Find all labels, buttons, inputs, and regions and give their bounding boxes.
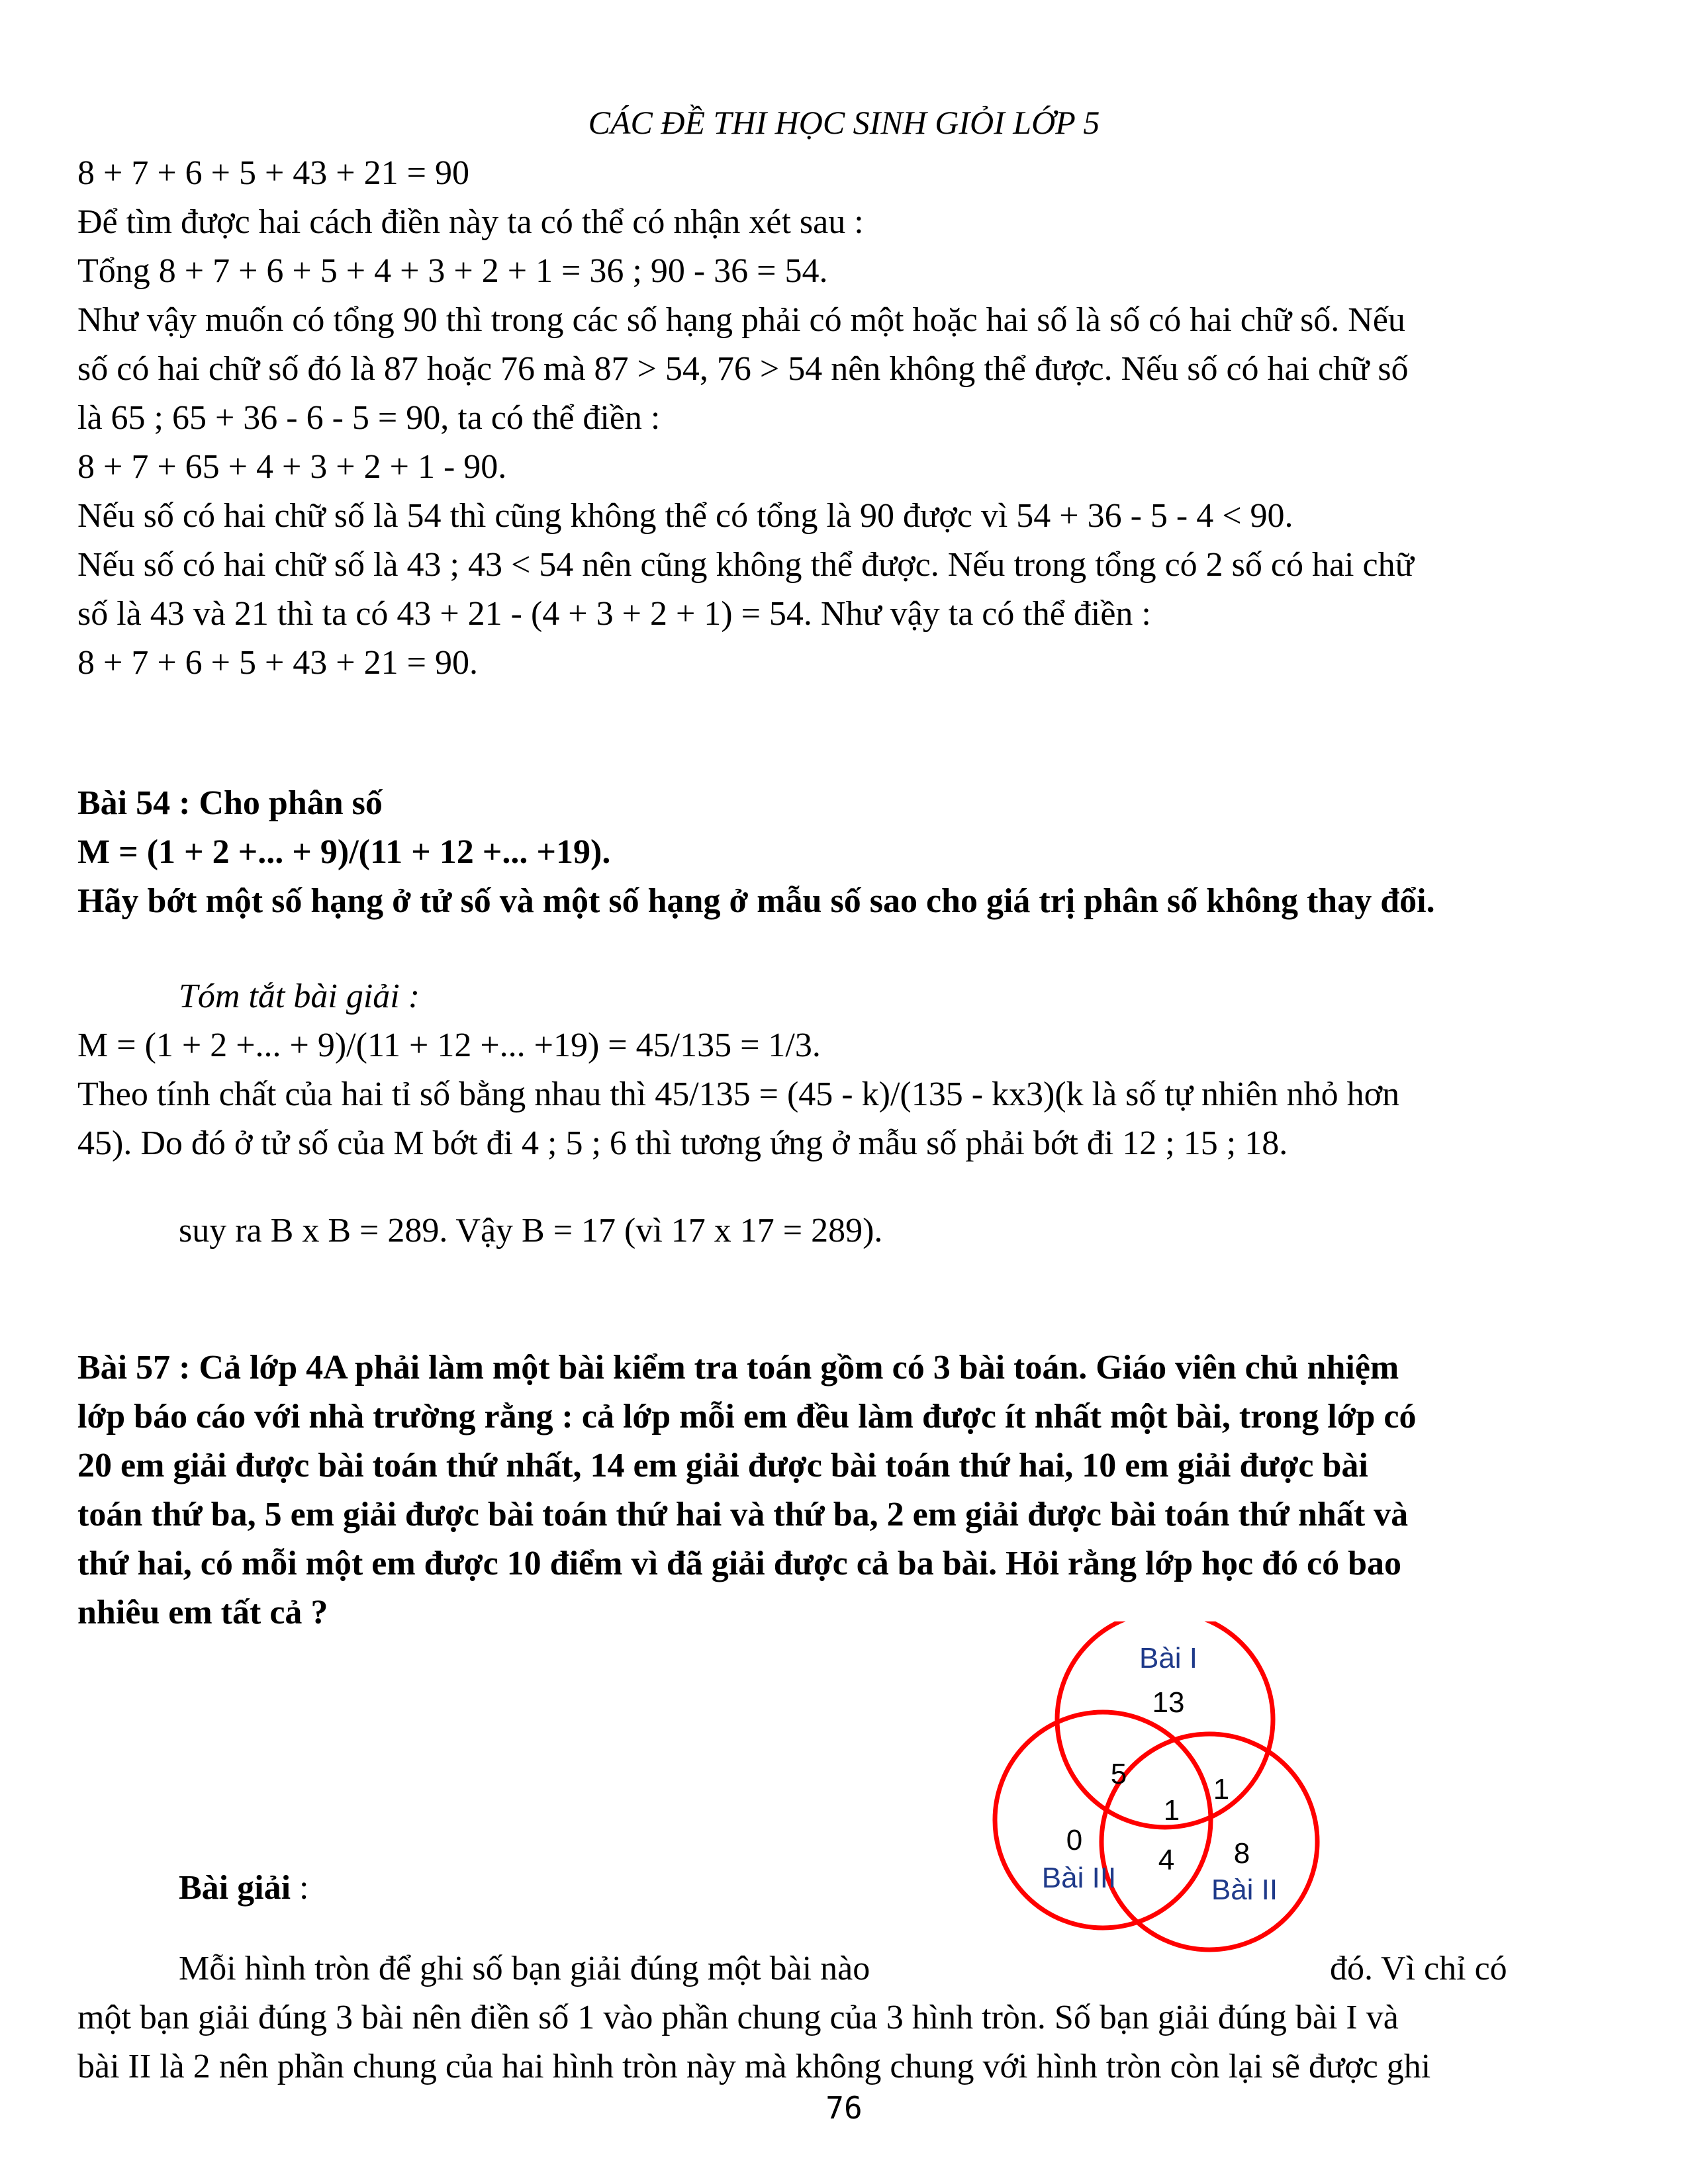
count-only-bai-1: 13 (1152, 1686, 1185, 1719)
text-line: 8 + 7 + 6 + 5 + 43 + 21 = 90 (77, 154, 469, 192)
text-line: Như vậy muốn có tổng 90 thì trong các số hạng phải có một hoặc hai số là số có hai chữ số. Nếu (77, 301, 1405, 339)
text-line: Để tìm được hai cách điền này ta có thể có nhận xét sau : (77, 203, 864, 241)
text-line: số là 43 và 21 thì ta có 43 + 21 - (4 + 3 + 2 + 1) = 54. Như vậy ta có thể điền : (77, 595, 1151, 633)
solution-label: Bài giải (179, 1869, 291, 1907)
text-line: Theo tính chất của hai tỉ số bằng nhau thì 45/135 = (45 - k)/(135 - kx3)(k là số tự nhiên nhỏ hơn (77, 1075, 1400, 1113)
problem-57-text: nhiêu em tất cả ? (77, 1594, 328, 1631)
text-line: một bạn giải đúng 3 bài nên điền số 1 vào phần chung của 3 hình tròn. Số bạn giải đúng bài I và (77, 1999, 1399, 2036)
text-line: Tổng 8 + 7 + 6 + 5 + 4 + 3 + 2 + 1 = 36 ; 90 - 36 = 54. (77, 252, 828, 290)
label-bai-3: Bài III (1041, 1862, 1117, 1894)
text-line: đó. Vì chỉ có (1330, 1950, 1507, 1987)
problem-57-text: Bài 57 : Cả lớp 4A phải làm một bài kiểm tra toán gồm có 3 bài toán. Giáo viên chủ nhiệm (77, 1349, 1399, 1387)
solution-colon: : (291, 1869, 309, 1907)
text-line: số có hai chữ số đó là 87 hoặc 76 mà 87 > 54, 76 > 54 nên không thể được. Nếu số có hai chữ số (77, 350, 1409, 388)
text-line: là 65 ; 65 + 36 - 6 - 5 = 90, ta có thể điền : (77, 399, 661, 437)
text-line: M = (1 + 2 +... + 9)/(11 + 12 +... +19) = 45/135 = 1/3. (77, 1026, 821, 1064)
page-header: CÁC ĐỀ THI HỌC SINH GIỎI LỚP 5 (588, 104, 1100, 141)
text-line: Nếu số có hai chữ số là 43 ; 43 < 54 nên cũng không thể được. Nếu trong tổng có 2 số có hai chữ (77, 546, 1414, 584)
text-line: 45). Do đó ở tử số của M bớt đi 4 ; 5 ; 6 thì tương ứng ở mẫu số phải bớt đi 12 ; 15 ; 18. (77, 1124, 1288, 1162)
problem-57-text: toán thứ ba, 5 em giải được bài toán thứ hai và thứ ba, 2 em giải được bài toán thứ nhất và (77, 1496, 1409, 1533)
count-bai-1-and-3: 5 (1110, 1758, 1127, 1790)
text-line: Nếu số có hai chữ số là 54 thì cũng không thể có tổng là 90 được vì 54 + 36 - 5 - 4 < 90. (77, 497, 1293, 535)
solution-heading (179, 1864, 308, 1913)
label-bai-2: Bài II (1211, 1874, 1278, 1906)
text-line: 8 + 7 + 65 + 4 + 3 + 2 + 1 - 90. (77, 448, 507, 486)
problem-57-text: 20 em giải được bài toán thứ nhất, 14 em giải được bài toán thứ hai, 10 em giải được bài (77, 1447, 1368, 1484)
text-line: bài II là 2 nên phần chung của hai hình tròn này mà không chung với hình tròn còn lại sẽ được ghi (77, 2048, 1431, 2085)
problem-54-title: Bài 54 : Cho phân số (77, 784, 383, 822)
problem-57-text: lớp báo cáo với nhà trường rằng : cả lớp mỗi em đều làm được ít nhất một bài, trong lớp có (77, 1398, 1417, 1435)
label-bai-1: Bài I (1139, 1642, 1198, 1674)
count-bai-2-and-3: 4 (1158, 1844, 1175, 1876)
problem-57-text: thứ hai, có mỗi một em được 10 điểm vì đã giải được cả ba bài. Hỏi rằng lớp học đó có bao (77, 1545, 1402, 1582)
count-all-three: 1 (1163, 1794, 1180, 1827)
count-only-bai-3: 0 (1066, 1824, 1083, 1856)
count-bai-1-and-2: 1 (1213, 1773, 1230, 1805)
problem-54-formula: M = (1 + 2 +... + 9)/(11 + 12 +... +19). (77, 833, 611, 871)
text-line: 8 + 7 + 6 + 5 + 43 + 21 = 90. (77, 644, 478, 682)
text-line: Mỗi hình tròn để ghi số bạn giải đúng một bài nào (179, 1950, 870, 1987)
venn-diagram (986, 1621, 1331, 1966)
page-number: 76 (825, 2090, 863, 2126)
count-only-bai-2: 8 (1233, 1837, 1250, 1870)
summary-label: Tóm tắt bài giải : (179, 978, 420, 1015)
problem-54-question: Hãy bớt một số hạng ở tử số và một số hạng ở mẫu số sao cho giá trị phân số không thay đổi. (77, 882, 1435, 920)
text-line: suy ra B x B = 289. Vậy B = 17 (vì 17 x 17 = 289). (179, 1212, 883, 1250)
